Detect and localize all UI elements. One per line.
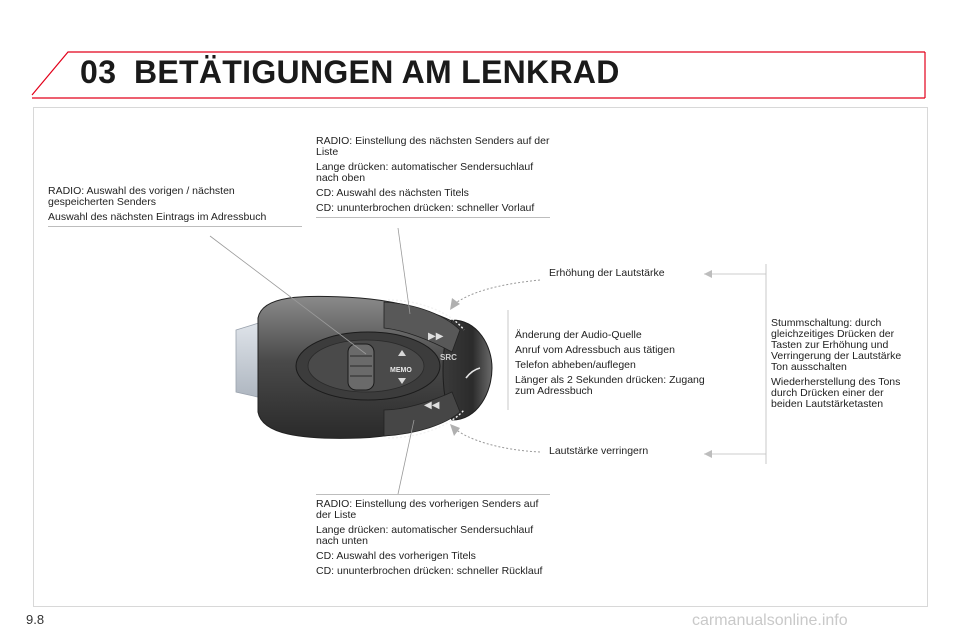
volume-up-arrow	[450, 298, 460, 310]
callout-text: RADIO: Einstellung des nächsten Senders auf der Liste	[316, 135, 550, 158]
page-title: BETÄTIGUNGEN AM LENKRAD	[134, 54, 620, 90]
callout-text: Telefon abheben/auflegen	[515, 359, 636, 371]
callout-text: Erhöhung der Lautstärke	[549, 267, 665, 279]
watermark: carmanualsonline.info	[692, 612, 848, 629]
fast-forward-icon: ▶▶	[428, 331, 444, 342]
src-label: SRC	[440, 353, 457, 362]
callout-source	[515, 330, 723, 401]
callout-previous-station	[316, 494, 550, 581]
callout-text: Anruf vom Adressbuch aus tätigen	[515, 344, 675, 356]
callout-text: Lange drücken: automatischer Sendersuchlauf nach unten	[316, 524, 534, 547]
volume-down-arrow	[450, 424, 460, 436]
callout-text: RADIO: Einstellung des vorherigen Senders auf der Liste	[316, 498, 539, 521]
callout-mute	[771, 318, 917, 414]
callout-text: Lautstärke verringern	[549, 445, 649, 457]
callout-text: CD: ununterbrochen drücken: schneller Rücklauf	[316, 565, 543, 577]
callout-text: Länger als 2 Sekunden drücken: Zugang zum Adressbuch	[515, 374, 705, 397]
callout-text: RADIO: Auswahl des vorigen / nächsten gespeicherten Senders	[48, 185, 235, 208]
page-number: 9.8	[26, 612, 45, 627]
callout-text: CD: Auswahl des vorherigen Titels	[316, 550, 476, 562]
callout-next-station	[316, 136, 550, 218]
rewind-icon: ◀◀	[424, 400, 440, 411]
callout-text: Stummschaltung: durch gleichzeitiges Drücken der Tasten zur Erhöhung und Verringerung der Lautstärke Ton ausschalten	[771, 317, 902, 373]
callout-text: Änderung der Audio-Quelle	[515, 329, 642, 341]
chapter-number: 03	[80, 54, 117, 90]
selection-thumbwheel	[348, 344, 374, 390]
callout-volume-down	[549, 446, 699, 461]
callout-preset-selection	[48, 186, 302, 227]
callout-text: Lange drücken: automatischer Sendersuchlauf nach oben	[316, 161, 534, 184]
callout-text: Auswahl des nächsten Eintrags im Adressbuch	[48, 211, 267, 223]
memo-label: MEMO	[390, 367, 412, 374]
callout-text: CD: ununterbrochen drücken: schneller Vorlauf	[316, 202, 535, 214]
callout-volume-up	[549, 268, 699, 283]
callout-text: CD: Auswahl des nächsten Titels	[316, 187, 469, 199]
callout-text: Wiederherstellung des Tons durch Drücken einer der beiden Lautstärketasten	[771, 376, 901, 410]
